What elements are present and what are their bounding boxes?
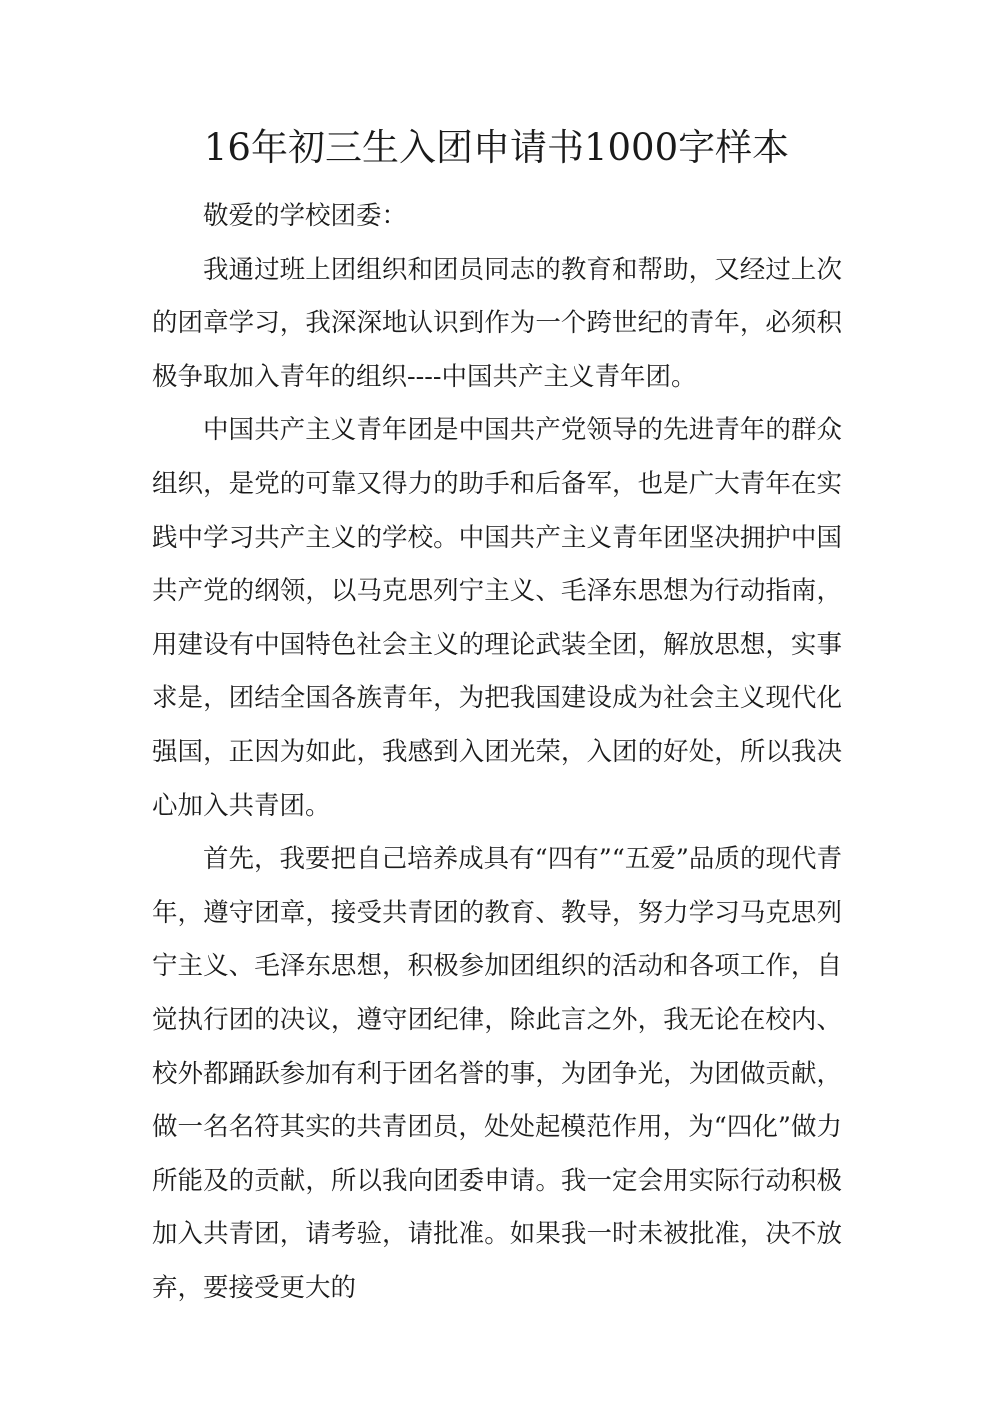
document-body [152,190,842,1315]
paragraph-1: 我通过班上团组织和团员同志的教育和帮助，又经过上次的团章学习，我深深地认识到作为一个跨世纪的青年，必须积极争取加入青年的组织----中国共产主义青年团。 [152,254,842,392]
salutation: 敬爱的学校团委： [203,201,408,231]
document-title: 16年初三生入团申请书1000字样本 [203,126,790,169]
paragraph-2: 中国共产主义青年团是中国共产党领导的先进青年的群众组织，是党的可靠又得力的助手和后备军，也是广大青年在实践中学习共产主义的学校。中国共产主义青年团坚决拥护中国共产党的纲领，以马克思列宁主义、毛泽东思想为行动指南，用建设有中国特色社会主义的理论武装全团，解放思想，实事求是，团结全国各族青年，为把我国建设成为社会主义现代化强国，正因为如此，我感到入团光荣，入团的好处，所以我决心加入共青团。 [152,415,842,821]
paragraph-3: 首先，我要把自己培养成具有“四有”“五爱”品质的现代青年，遵守团章，接受共青团的教育、教导，努力学习马克思列宁主义、毛泽东思想，积极参加团组织的活动和各项工作，自觉执行团的决议，遵守团纪律，除此言之外，我无论在校内、校外都踊跃参加有利于团名誉的事，为团争光，为团做贡献，做一名名符其实的共青团员，处处起模范作用，为“四化”做力所能及的贡献，所以我向团委申请。我一定会用实际行动积极加入共青团，请考验，请批准。如果我一时未被批准，决不放弃，要接受更大的 [152,844,842,1303]
